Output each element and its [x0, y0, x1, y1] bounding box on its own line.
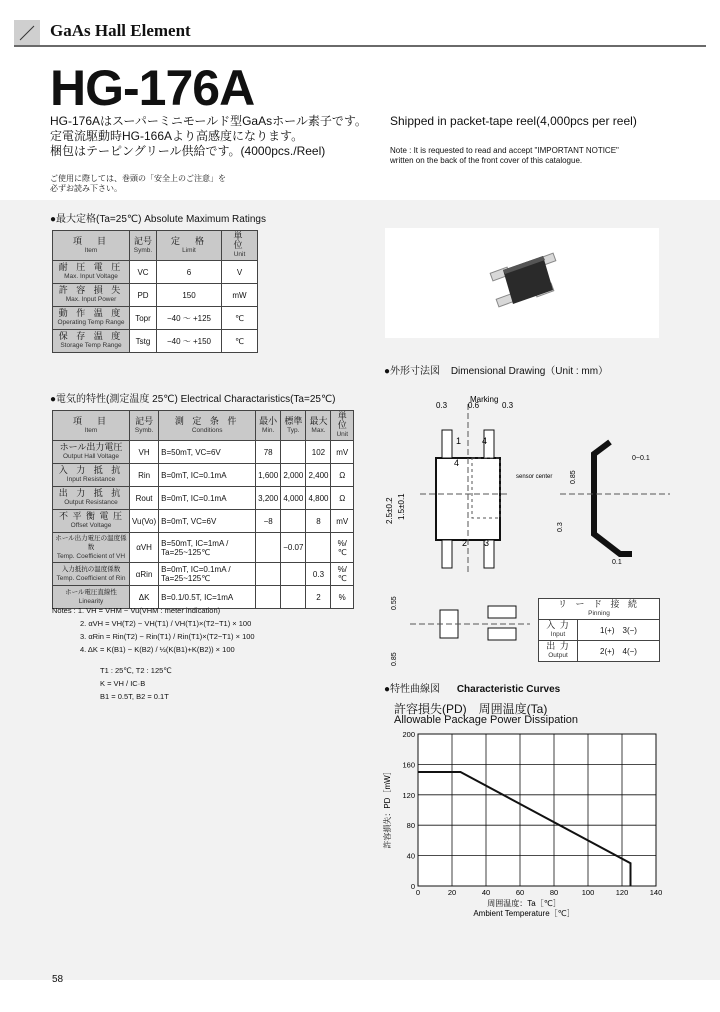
product-photo [385, 228, 659, 338]
jp-note-line: 必ずお読み下さい。 [50, 184, 122, 193]
th-symb: 記号 Symb. [130, 231, 157, 261]
row-sym: VC [130, 261, 157, 284]
pin-label: 4 [482, 436, 488, 446]
intro-note [390, 146, 619, 166]
note-line: Notes : 1. VH = VHM − Vu(VHM : meter indication) [52, 606, 221, 615]
th: 最小 Min. [256, 411, 281, 441]
th: 記号 Symb. [130, 411, 159, 441]
drawing-title-jp: ●外形寸法図 [384, 366, 441, 377]
curves-sub-jp: 許容損失(PD) 周囲温度(Ta) [394, 702, 548, 716]
drawing-title [384, 366, 608, 378]
dim-label: 0.3 [502, 401, 514, 410]
slash-icon [14, 20, 40, 46]
dim-label: sensor center [516, 474, 553, 480]
pin-input-pins: 1(+) 3(−) [578, 620, 660, 641]
dim-label: 0.6 [468, 401, 480, 410]
note-line: 3. αRin = Rin(T2) − Rin(T1) / Rin(T1)×(T2−T1) × 100 [80, 632, 255, 641]
row-unit: V [222, 261, 258, 284]
jp-note-line: ご使用に際しては、巻頭の「安全上のご注意」を [50, 174, 226, 183]
dim-label: 0.85 [570, 470, 577, 484]
table-row [53, 261, 258, 284]
row-item: 保 存 温 度 Storage Temp Range [53, 330, 130, 353]
note-line: K = VH / IC·B [100, 679, 146, 688]
th: 測 定 条 件 Conditions [159, 411, 256, 441]
pinning-table [538, 598, 660, 662]
plot-area [418, 734, 656, 886]
table-row [53, 307, 258, 330]
x-tick-label: 0 [415, 888, 421, 897]
abs-max-title-jp: ●最大定格(Ta=25℃) [50, 214, 142, 225]
th: 単位 Unit [331, 411, 354, 441]
row-limit: 6 [157, 261, 222, 284]
abs-max-title-en: Absolute Maximum Ratings [144, 214, 266, 225]
x-tick-label: 80 [549, 888, 559, 897]
row-item: 動 作 温 度 Operating Temp Range [53, 307, 130, 330]
x-tick-label: 60 [515, 888, 525, 897]
intro-en: Shipped in packet-tape reel(4,000pcs per reel) [390, 114, 637, 128]
row-limit: −40 ～ +125 [157, 307, 222, 330]
power-dissipation-chart [380, 728, 680, 928]
dim-label: 0.1 [612, 559, 622, 566]
abs-max-title [50, 214, 266, 226]
header-title: GaAs Hall Element [50, 21, 191, 40]
row-item: 許 容 損 失 Max. Input Power [53, 284, 130, 307]
note-line: 2. αVH = VH(T2) − VH(T1) / VH(T1)×(T2−T1) × 100 [80, 619, 252, 628]
row-limit: −40 ～ +150 [157, 330, 222, 353]
note-line: Note : It is requested to read and accept "IMPORTANT NOTICE" [390, 146, 619, 155]
intro-jp-note [50, 174, 226, 194]
intro-jp-line: HG-176Aはスーパーミニモールド型GaAsホール素子です。 [50, 114, 367, 128]
x-tick-label: 120 [615, 888, 629, 897]
note-line: B1 = 0.5T, B2 = 0.1T [100, 692, 169, 701]
intro-jp-line: 定電流駆動時HG-166Aより高感度になります。 [50, 129, 304, 143]
th: 標準 Typ. [281, 411, 306, 441]
y-tick-label: 160 [402, 760, 415, 770]
chip-photo-icon [385, 228, 659, 338]
curves-title-jp: ●特性曲線図 [384, 684, 441, 695]
table-row: ホール出力電圧の温度係数 Temp. Coefficient of VH αVH B=50mT, IC=1mA / Ta=25~125℃ −0.07 %/℃ [53, 533, 354, 563]
table-row: 出 力 抵 抗 Output Resistance Rout B=0mT, IC=0.1mA 3,200 4,000 4,800 Ω [53, 487, 354, 510]
dim-label: 0.3 [436, 401, 448, 410]
intro-jp-line: 梱包はテーピングリール供給です。(4000pcs./Reel) [50, 144, 326, 158]
th: 項 目 Item [53, 411, 130, 441]
table-row [53, 284, 258, 307]
row-item: 耐 圧 電 圧 Max. Input Voltage [53, 261, 130, 284]
note-line: written on the back of the front cover of this catalogue. [390, 156, 583, 165]
dim-label: Marking [470, 395, 499, 404]
header-rule [14, 45, 706, 47]
table-row: ホール電圧直線性 Linearity ΔK B=0.1/0.5T, IC=1mA 2 % [53, 586, 354, 609]
x-tick-label: 100 [581, 888, 595, 897]
dim-label: 0.55 [391, 596, 398, 610]
x-tick-label: 20 [447, 888, 457, 897]
table-row: 不 平 衡 電 圧 Offset Voltage Vu(Vo) B=0mT, VC=6V −8 8 mV [53, 510, 354, 533]
y-axis-label: 許容損失：PD［mW］ [383, 767, 392, 849]
y-tick-label: 200 [402, 730, 415, 739]
table-row: 入力抵抗の温度係数 Temp. Coefficient of Rin αRin B=0mT, IC=0.1mA / Ta=25~125℃ 0.3 %/℃ [53, 563, 354, 586]
table-row: 入 力 抵 抗 Input Resistance Rin B=0mT, IC=0.1mA 1,600 2,000 2,400 Ω [53, 464, 354, 487]
page-number: 58 [52, 974, 64, 985]
pin-label: 3 [484, 538, 490, 548]
row-unit: ℃ [222, 330, 258, 353]
pin-output-pins: 2(+) 4(−) [578, 641, 660, 662]
x-tick-label: 40 [481, 888, 491, 897]
row-unit: mW [222, 284, 258, 307]
elec-title-jp: ●電気的特性(測定温度 25℃) [50, 394, 178, 405]
curves-sub-en: Allowable Package Power Dissipation [394, 714, 579, 726]
curves-title-en: Characteristic Curves [456, 684, 561, 695]
elec-table [52, 410, 354, 609]
note-line: 4. ΔK = K(B1) − K(B2) / ½(K(B1)+K(B2)) × 100 [80, 645, 235, 654]
drawing-title-en: Dimensional Drawing（Unit : mm） [450, 366, 609, 377]
product-title: HG-176A [50, 60, 255, 116]
note-line: T1 : 25℃, T2 : 125℃ [100, 666, 172, 675]
y-tick-label: 80 [406, 821, 415, 831]
pin-label: 4 [454, 458, 460, 468]
y-tick-label: 120 [402, 790, 415, 800]
elec-title-en: Electrical Charactaristics(Ta=25℃) [180, 394, 336, 405]
intro-jp [50, 114, 380, 159]
dim-label: 0.85 [391, 652, 398, 666]
pin-label: 1 [456, 436, 462, 446]
table-row [53, 330, 258, 353]
table-row: ホール出力電圧 Output Hall Voltage VH B=50mT, VC=6V 78 102 mV [53, 441, 354, 464]
x-axis-label: Ambient Temperature［℃］ [473, 909, 575, 918]
x-axis-label-jp: 周囲温度：Ta［℃］ [487, 899, 561, 908]
pin-output-label: 出 力 Output [539, 641, 578, 662]
pinning-title: リ ー ド 接 続 Pinning [539, 599, 660, 620]
th-limit: 定 格 Limit [157, 231, 222, 261]
elec-title [50, 394, 336, 406]
y-tick-label: 0 [410, 882, 415, 891]
dim-label: 1.5±0.1 [397, 493, 406, 520]
row-sym: Tstg [130, 330, 157, 353]
header-mark [14, 20, 40, 46]
pin-input-label: 入 力 Input [539, 620, 578, 641]
x-tick-label: 140 [649, 888, 663, 897]
row-sym: PD [130, 284, 157, 307]
th: 最大 Max. [306, 411, 331, 441]
y-tick-label: 40 [406, 851, 415, 861]
notes [52, 604, 352, 703]
curves-title [384, 684, 560, 696]
th-item: 項 目 Item [53, 231, 130, 261]
th-unit: 単 位 Unit [222, 231, 258, 261]
table-header-row [53, 231, 258, 261]
table-header-row [53, 411, 354, 441]
row-limit: 150 [157, 284, 222, 307]
pin-label: 2 [462, 538, 468, 548]
row-sym: Topr [130, 307, 157, 330]
dim-label: 0.3 [557, 522, 564, 532]
abs-max-table [52, 230, 258, 353]
dim-label: 0~0.1 [632, 455, 650, 462]
dim-label: 2.5±0.2 [385, 497, 394, 524]
row-unit: ℃ [222, 307, 258, 330]
